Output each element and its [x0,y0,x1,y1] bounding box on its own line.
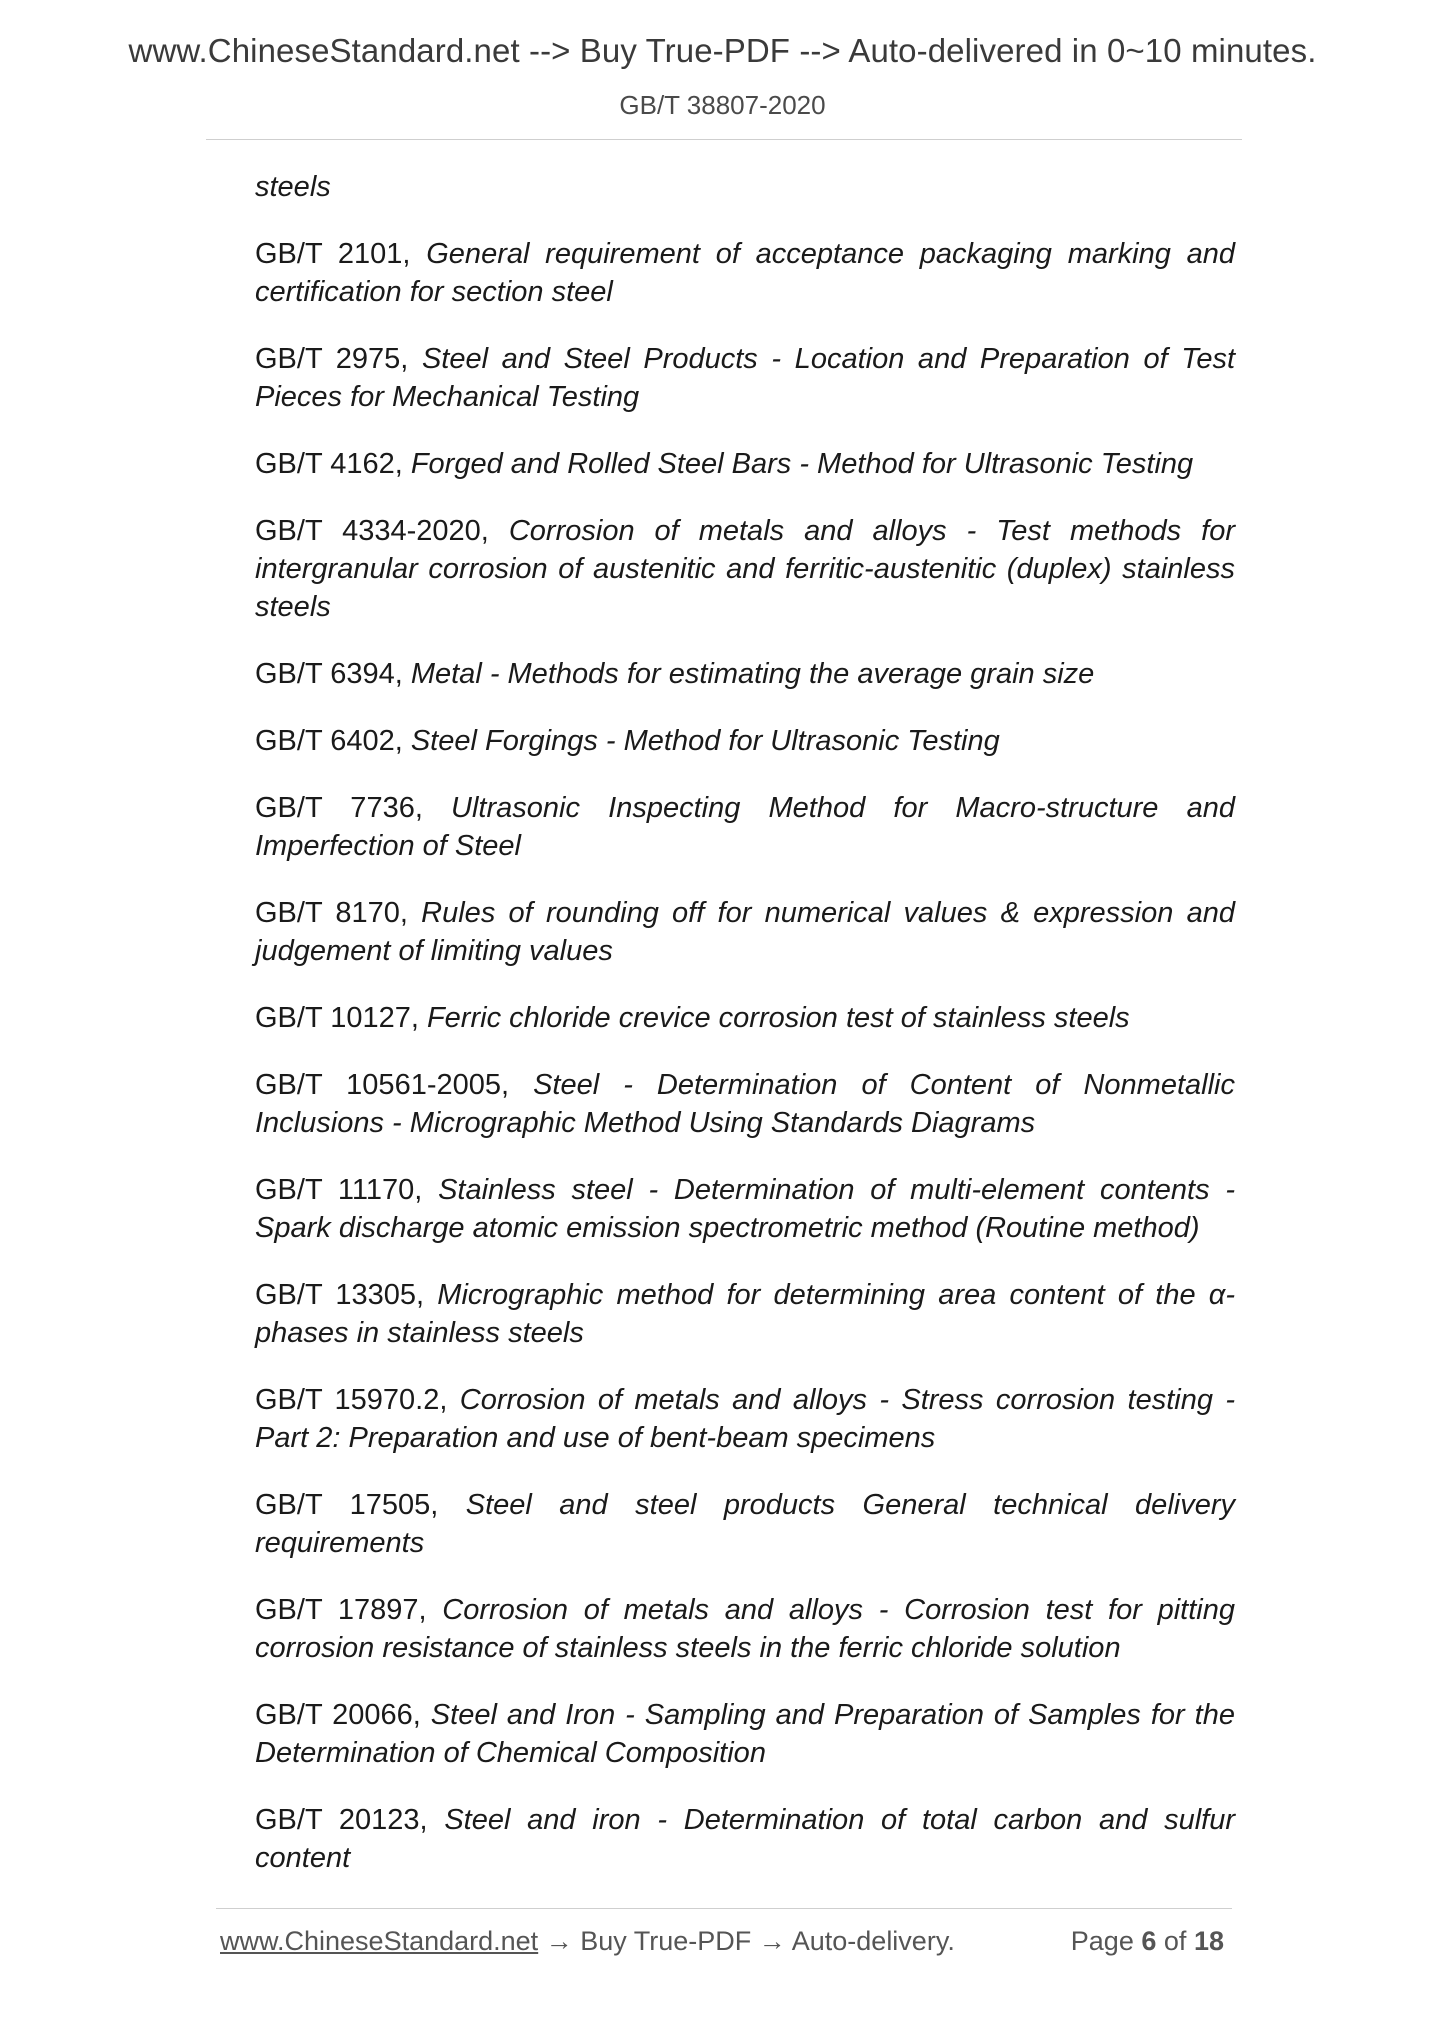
reference-item [255,1066,1235,1142]
reference-item [255,235,1235,311]
reference-title: General requirement of acceptance packaging marking and certification for section steel [255,238,1235,308]
reference-title: Micrographic method for determining area content of the α-phases in stainless steels [255,1279,1236,1349]
page-current: 6 [1141,1926,1157,1956]
reference-code: GB/T 4162, [255,448,411,480]
page-word: Page [1070,1926,1134,1956]
reference-item [255,340,1235,416]
reference-item [255,1171,1235,1247]
reference-title: Steel and steel products General technical delivery requirements [255,1489,1235,1559]
reference-item [255,999,1235,1037]
header-divider [206,139,1242,140]
reference-code: GB/T 10127, [255,1002,427,1034]
reference-title: Corrosion of metals and alloys - Corrosion test for pitting corrosion resistance of stainless steels in the ferric chloride solution [255,1594,1235,1664]
reference-code: GB/T 17505, [255,1489,466,1521]
reference-item [255,655,1235,693]
reference-item [255,512,1235,626]
reference-code: GB/T 4334-2020, [255,515,509,547]
reference-item [255,789,1235,865]
reference-title: Steel and Iron - Sampling and Preparation of Samples for the Determination of Chemical Composition [255,1699,1235,1769]
reference-item [255,445,1235,483]
footer-promo: → Buy True-PDF → Auto-delivery. [538,1926,955,1956]
reference-title: Ultrasonic Inspecting Method for Macro-structure and Imperfection of Steel [255,792,1235,862]
reference-code: GB/T 20066, [255,1699,431,1731]
reference-code: GB/T 20123, [255,1804,445,1836]
reference-item [255,1486,1235,1562]
reference-code: GB/T 7736, [255,792,452,824]
reference-title: Steel - Determination of Content of Nonmetallic Inclusions - Micrographic Method Using Standards Diagrams [255,1069,1235,1139]
reference-code: GB/T 8170, [255,897,422,929]
reference-code: GB/T 6402, [255,725,411,757]
top-banner: www.ChineseStandard.net --> Buy True-PDF --> Auto-delivered in 0~10 minutes. [128,32,1317,69]
site-link[interactable]: www.ChineseStandard.net [220,1926,539,1956]
reference-title: Metal - Methods for estimating the average grain size [410,658,1095,690]
reference-code: GB/T 17897, [255,1594,443,1626]
reference-code: GB/T 11170, [255,1174,439,1206]
reference-title: Corrosion of metals and alloys - Stress corrosion testing - Part 2: Preparation and use of bent-beam specimens [255,1384,1235,1454]
footer-left [220,1926,955,1957]
reference-item [255,722,1235,760]
reference-title: Steel and iron - Determination of total carbon and sulfur content [255,1804,1235,1874]
continued-text: steels [255,171,331,203]
reference-code: GB/T 13305, [255,1279,438,1311]
reference-title: Steel Forgings - Method for Ultrasonic Testing [410,725,1000,757]
page-total: 18 [1193,1926,1224,1956]
reference-code: GB/T 10561-2005, [255,1069,534,1101]
reference-item [255,1801,1235,1877]
document-code: GB/T 38807-2020 [619,90,826,120]
reference-item [255,1696,1235,1772]
of-word: of [1163,1926,1187,1956]
reference-title: Ferric chloride crevice corrosion test of stainless steels [426,1002,1130,1034]
reference-code: GB/T 2975, [255,343,422,375]
reference-item [255,1591,1235,1667]
reference-item [255,894,1235,970]
reference-title: Forged and Rolled Steel Bars - Method for Ultrasonic Testing [410,448,1194,480]
reference-title: Stainless steel - Determination of multi-element contents - Spark discharge atomic emission spectrometric method (Routine method) [255,1174,1236,1244]
reference-title: Corrosion of metals and alloys - Test methods for intergranular corrosion of austenitic and ferritic-austenitic (duplex) stainless steels [255,515,1235,623]
reference-code: GB/T 15970.2, [255,1384,460,1416]
reference-list [255,168,1235,1906]
reference-code: GB/T 6394, [255,658,411,690]
reference-title: Rules of rounding off for numerical values & expression and judgement of limiting values [255,897,1235,967]
footer-divider [216,1908,1232,1909]
reference-code: GB/T 2101, [255,238,427,270]
reference-item [255,1381,1235,1457]
reference-item [255,1276,1235,1352]
reference-title: Steel and Steel Products - Location and Preparation of Test Pieces for Mechanical Testing [255,343,1236,413]
page-indicator [1071,1926,1224,1957]
